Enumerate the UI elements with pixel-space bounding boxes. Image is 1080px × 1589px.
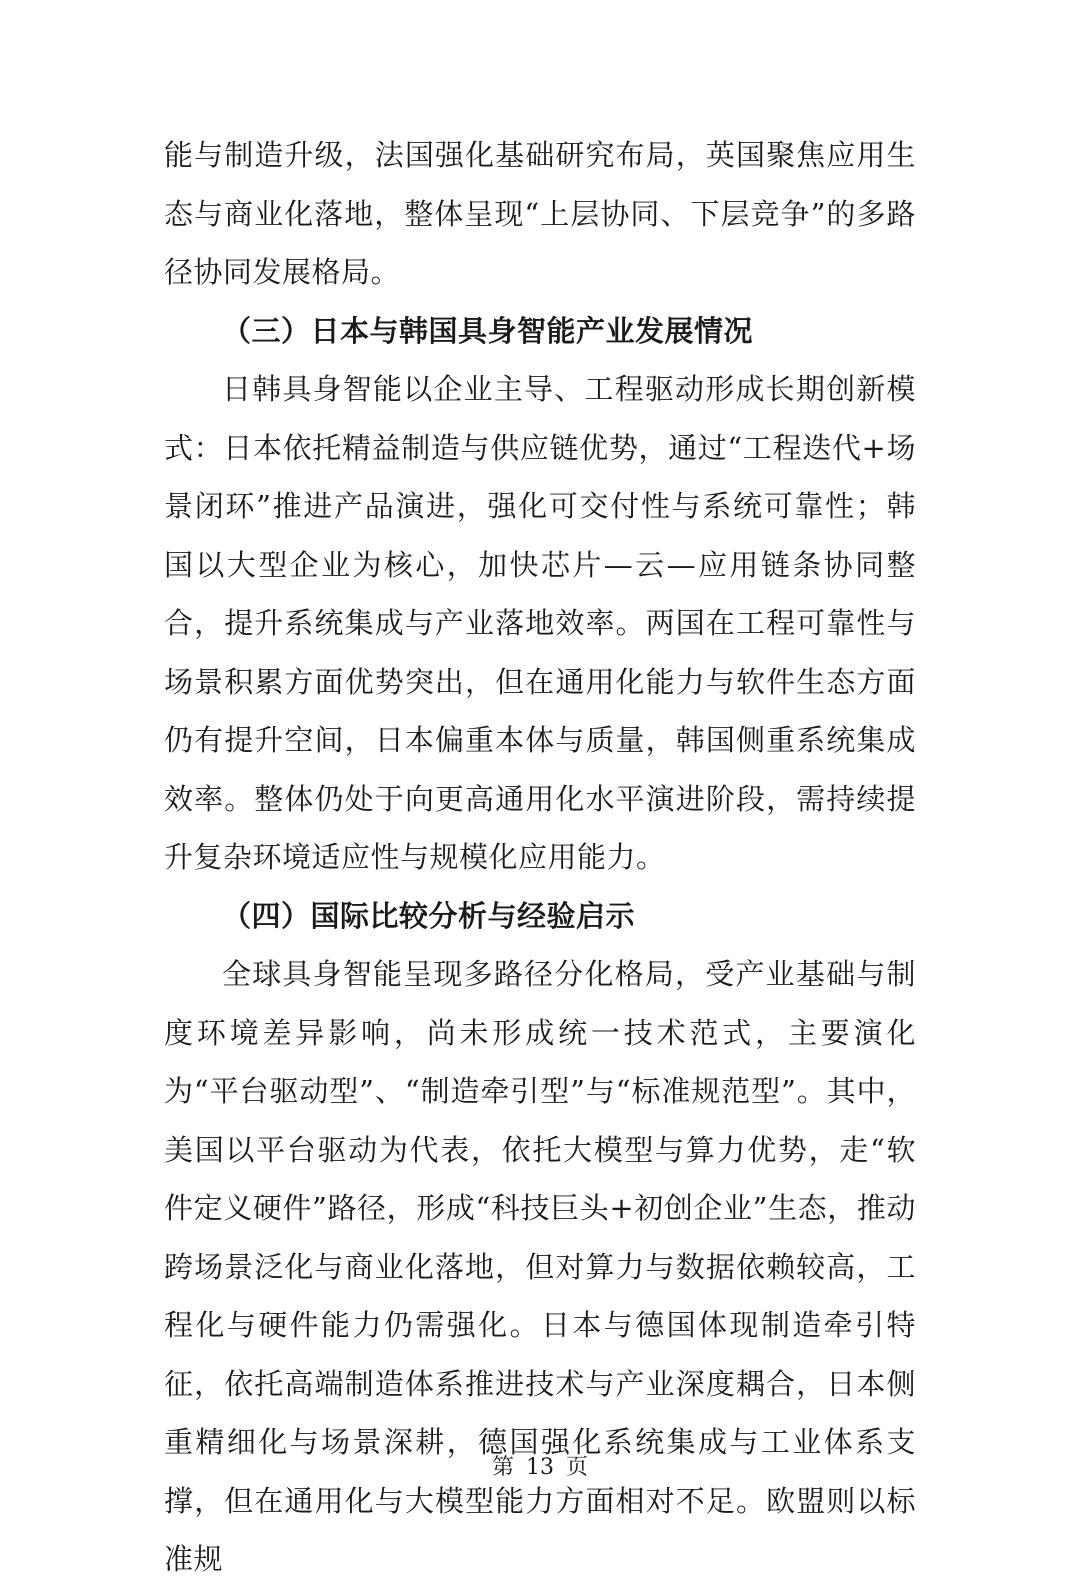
page-number: 13 — [526, 1455, 554, 1480]
paragraph-japan-korea: 日韩具身智能以企业主导、工程驱动形成长期创新模式：日本依托精益制造与供应链优势，通过“工程迭代+场景闭环”推进产品演进，强化可交付性与系统可靠性；韩国以大型企业为核心，加快芯片—云—应用链条协同整合，提升系统集成与产业落地效率。两国在工程可靠性与场景积累方面优势突出，但在通用化能力与软件生态方面仍有提升空间，日本偏重本体与质量，韩国侧重系统集成效率。整体仍处于向更高通用化水平演进阶段，需持续提升复杂环境适应性与规模化应用能力。 — [164, 372, 916, 874]
document-body — [164, 126, 916, 1589]
page-footer — [0, 1450, 1080, 1481]
paragraph-continuation: 能与制造升级，法国强化基础研究布局，英国聚焦应用生态与商业化落地，整体呈现“上层协同、下层竞争”的多路径协同发展格局。 — [164, 138, 916, 289]
section-heading-4: （四）国际比较分析与经验启示 — [222, 898, 636, 933]
paragraph-international-comparison: 全球具身智能呈现多路径分化格局，受产业基础与制度环境差异影响，尚未形成统一技术范式，主要演化为“平台驱动型”、“制造牵引型”与“标准规范型”。其中，美国以平台驱动为代表，依托大模型与算力优势，走“软件定义硬件”路径，形成“科技巨头+初创企业”生态，推动跨场景泛化与商业化落地，但对算力与数据依赖较高，工程化与硬件能力仍需强化。日本与德国体现制造牵引特征，依托高端制造体系推进技术与产业深度耦合，日本侧重精细化与场景深耕，德国强化系统集成与工业体系支撑，但在通用化与大模型能力方面相对不足。欧盟则以标准规 — [164, 957, 916, 1576]
page-number-suffix: 页 — [566, 1455, 589, 1480]
section-heading-3: （三）日本与韩国具身智能产业发展情况 — [222, 313, 754, 348]
page-number-prefix: 第 — [491, 1455, 514, 1480]
